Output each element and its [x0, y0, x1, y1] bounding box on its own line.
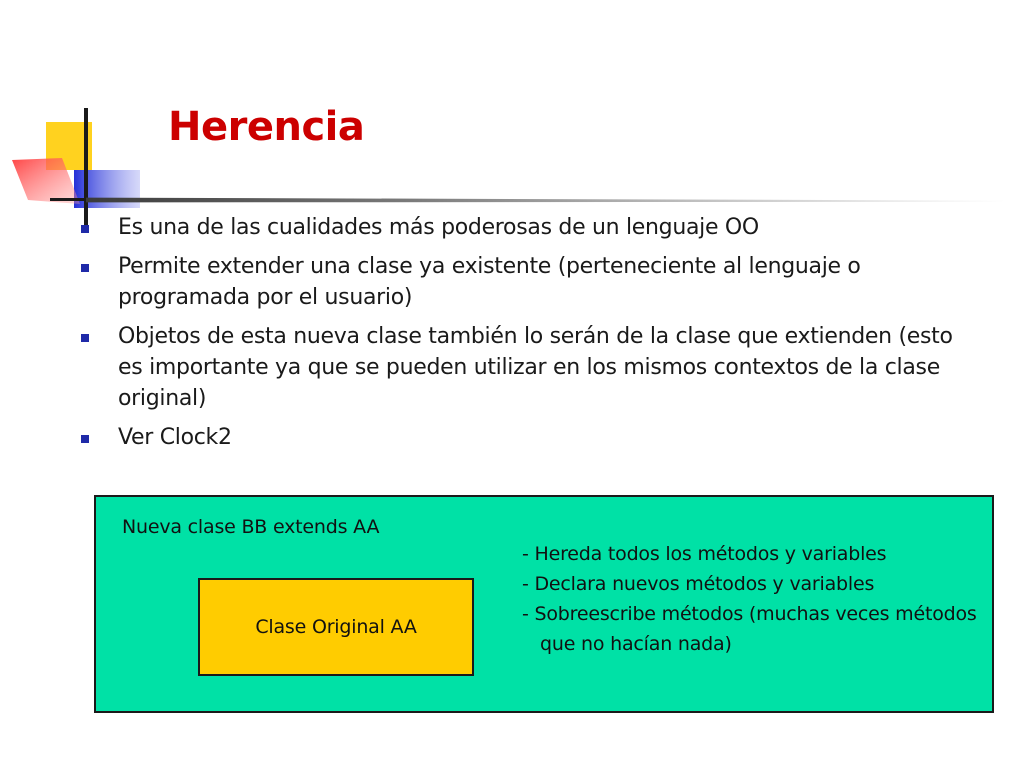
- bullet-text: Permite extender una clase ya existente (perteneciente al lenguaje o programada por el usuario): [118, 254, 861, 310]
- feature-item: - Declara nuevos métodos y variables: [522, 573, 875, 595]
- bullet-item: [76, 321, 956, 414]
- subclass-features: [522, 539, 1000, 659]
- bullet-item: [76, 251, 956, 313]
- bullet-text: Objetos de esta nueva clase también lo serán de la clase que extienden (esto es importante ya que se pueden utilizar en los mismos contextos de la clase original): [118, 324, 953, 411]
- bullet-list: [76, 212, 956, 461]
- bullet-square-icon: [81, 264, 89, 272]
- subclass-label: Nueva clase BB extends AA: [122, 516, 380, 538]
- original-class-label: Clase Original AA: [255, 616, 417, 638]
- bullet-text: Ver Clock2: [118, 425, 232, 450]
- bullet-square-icon: [81, 225, 89, 233]
- slide-title: Herencia: [168, 104, 365, 150]
- bullet-text: Es una de las cualidades más poderosas de un lenguaje OO: [118, 215, 759, 240]
- bullet-square-icon: [81, 435, 89, 443]
- title-divider: [86, 194, 1006, 206]
- bullet-item: [76, 422, 956, 453]
- inheritance-diagram: [94, 495, 994, 713]
- original-class-box: [198, 578, 474, 676]
- feature-item: - Sobreescribe métodos (muchas veces métodos que no hacían nada): [522, 603, 977, 655]
- bullet-square-icon: [81, 334, 89, 342]
- feature-item: - Hereda todos los métodos y variables: [522, 543, 887, 565]
- bullet-item: [76, 212, 956, 243]
